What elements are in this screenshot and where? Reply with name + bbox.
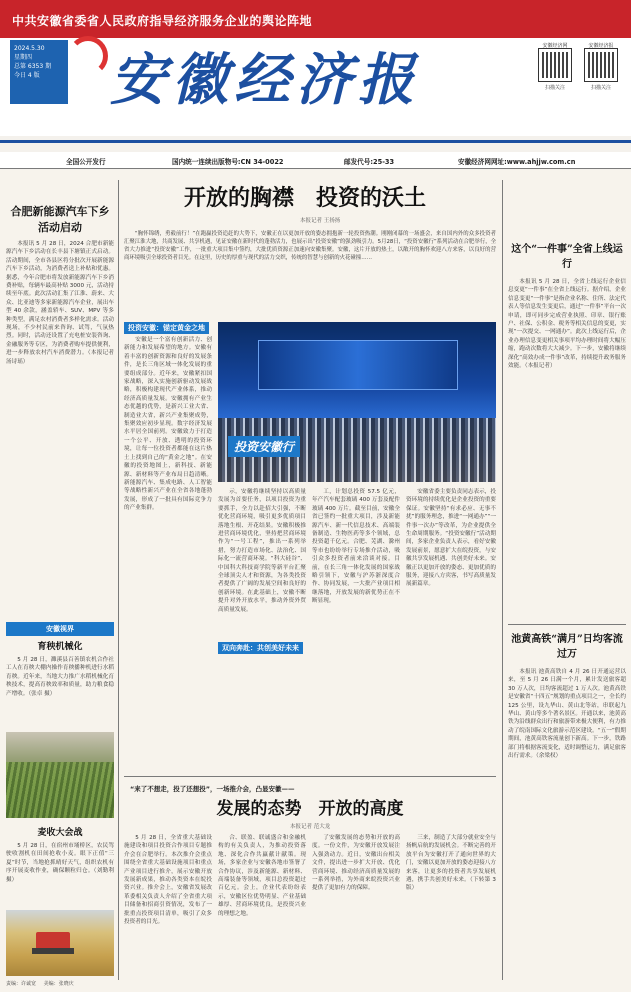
cn-number: 国内统一连续出版物号:CN 34-0022 <box>172 158 284 166</box>
right-bottom-text <box>508 668 626 984</box>
main-lede <box>124 230 496 322</box>
mech-headline: 育秧机械化 <box>37 642 83 652</box>
column-divider <box>118 180 119 980</box>
right-top-text <box>508 278 626 618</box>
harvest-photo <box>6 910 114 976</box>
editor-credit: 责编：许诚宽 <box>6 981 37 987</box>
main-col-4-text: 安徽省委主要负责同志表示，投资环境的持续优化是企业投资的重要保证。安徽坚持“有求必应、无事不扰”的服务理念，推进“一网通办”“一件事一次办”等改革，为企业提供全生命周期服务。“投资安徽行”活动期间，多家企业负责人表示，看好安徽发展前景，愿意扩大在皖投资，与安徽共享发展机遇、共创美好未来。安徽正以更加开放的姿态、更加优质的服务，迎接八方宾客，书写高质量发展新篇章。 <box>406 489 496 588</box>
main-col-1-text: 安徽是一个富有创新活力、创新能力和发展希望的地方。安徽有着丰富的创新资源和良好的发展条件，是长三角区域一体化发展的重要组成部分。近年来，安徽紧扣国家战略，深入实施创新驱动发展战略，积极构建现代产业体系，推动经济高质量发展。安徽拥有产业生态优越的优势，是新兴工业大省、制造业大省，新兴产业集聚成势，集聚效应初步显现。数字经济发展水平居全国前列。安徽致力于打造一个公平、开放、透明的投资环境，让每一位投资者都能在这片热土上找到自己的“黄金之地”。在安徽的投资地图上，新科技、新能源、新材料等产业布局日趋清晰。新能源汽车、集成电路、人工智能等战略性新兴产业在全省各地蓬勃发展，形成了一批具有国际竞争力的产业集群。 <box>124 337 212 512</box>
header-rule <box>0 140 631 143</box>
qr-code-icon[interactable] <box>584 48 618 82</box>
distribution-text: 全国公开发行 <box>66 158 106 166</box>
newspaper-title: 安徽经济报 <box>110 47 420 113</box>
left-story-text <box>6 240 114 610</box>
footer-credits <box>6 980 114 987</box>
mech-caption <box>6 656 114 726</box>
postal-code: 邮发代号:25-33 <box>344 158 395 166</box>
qr-label: 扫描关注 <box>544 85 565 91</box>
main-col-3-text: 工，计划总投资 57.5 亿元，年产汽车配套玻璃 400 万套及配件玻璃 400 万片。截至目前，安徽全省已签约一批重大项目，涉及新能源汽车、新一代信息技术、高端装备制造、生物医药等多个领域，总投资超千亿元。合肥、芜湖、滁州等市也纷纷举行专场推介活动，吸引众多投资者前来洽谈对接。目前，在长三角一体化发展的国家战略引领下，安徽与沪苏浙深度合作、协同发展，一大批产业项目相继落地，开放发展的新优势正在不断显现。 <box>312 489 400 605</box>
bottom-col-4 <box>406 834 496 984</box>
publication-info-bar <box>0 152 631 168</box>
qr-code-icon[interactable] <box>538 48 572 82</box>
seedling-photo <box>6 732 114 818</box>
issue-pages: 今日 4 版 <box>14 72 40 79</box>
wheat-caption <box>6 842 114 908</box>
main-col-1 <box>124 336 212 636</box>
mech-paragraph: 5 月 28 日，濉溪县百善镇农机合作社工人在育秧大棚内操作育秧播种机进行水稻育秧。近年来，当地大力推广水稻机械化育秧技术，提高育秧效率和质量，助力粮食稳产增收。（张卓 摄） <box>6 657 114 697</box>
bottom-col-3-text: 了安徽发展的态势和开放的高度。一份文件，为安徽开放发展注入强劲动力。近日，安徽出台相关文件，提出进一步扩大开放、优化营商环境、推动经济高质量发展的一系列举措，为外商来皖投资兴业提供了更加有力的保障。 <box>312 835 400 892</box>
subhead-text: 投资安徽：锚定黄金之地 <box>128 324 205 332</box>
divider <box>508 624 626 625</box>
left-story-paragraph: 本报讯 5 月 28 日，2024 合肥市新能源汽车下乡活动在长丰县下塘镇正式启动。活动期间，全市各县区将分批次开展新能源汽车下乡活动，为消费者送上补贴和优惠。据悉，今年合肥市将发放新能源汽车下乡消费补贴，每辆车最高补贴 3000 元，活动持续至年底。此次活动汇集了江淮、蔚来、大众、比亚迪等多家新能源汽车企业，展出车型 40 余款，涵盖轿车、SUV、MPV 等多种类型，满足农村消费者多样化需求。活动现场，不少村民前来咨询、试驾，气氛热烈。同时，活动还设置了充电桩安装咨询、金融服务等专区，为消费者购车提供便利，进一步释放农村汽车消费潜力。（本报记者 汤诗瑶） <box>6 241 114 365</box>
bottom-col-2 <box>218 834 306 984</box>
bottom-kicker: “来了不想走，投了还想投”，一场推介会，凸显安徽—— <box>130 785 295 793</box>
right-bottom-paragraph: 本报讯 池黄高铁自 4 月 26 日开通运营以来，至 5 月 26 日满一个月，累计发送旅客超 30 万人次，日均客流超过 1 万人次。池黄高铁是安徽省“十四五”规划的重点项目之一，全长约 125 公里，设九华山、黄山北等站，串联起九华山、黄山等多个著名景区。开通以来，池黄高铁为沿线群众出行和旅游带来极大便利，有力推动了皖南国际文化旅游示范区建设。“五一”假期期间，池黄高铁客流量创下新高。下一步，铁路部门将根据客流变化，适时调整运力，满足旅客出行需求。（余梁权） <box>508 669 626 760</box>
main-col-3 <box>312 488 400 768</box>
banner-slogan: 中共安徽省委省人民政府指导经济服务企业的舆论阵地 <box>12 14 313 28</box>
qr-label: 安徽经济网 <box>542 43 568 49</box>
bottom-col-1 <box>124 834 212 984</box>
subhead-investment <box>124 322 209 334</box>
column-divider <box>502 180 503 980</box>
subhead-text: 双向奔赴：共创美好未来 <box>222 644 299 652</box>
top-red-banner <box>0 0 631 38</box>
anhui-vision-tag: 安徽视界 <box>6 622 114 636</box>
bottom-col-3 <box>312 834 400 984</box>
left-headline: 合肥新能源汽车下乡活动启动 <box>10 205 110 234</box>
lede-paragraph: “胸怀锦绣，勇毅前行！”在跑赢投资追赶的大势下，安徽正在以更加开放的姿态拥抱新一轮投资热潮。刚刚闭幕的一场盛会，来自国内外的众多投资者汇聚江淮大地，共商发展、共享机遇，见证安徽在新时代的蓬勃活力，也展示出“投资安徽”的强劲吸引力。5月28日，“投资安徽行”系列活动在合肥举行，全省大力推进“投资安徽”工作，一批重大项目集中签约，大批优质资源正加速向安徽集聚。安徽，这片开放的热土，以敞开的胸怀欢迎八方来客，以良好的营商环境吸引全球投资者目光。在这里，历史的厚重与现代的活力交织，传统的智慧与创新的火花碰撞…… <box>124 231 496 261</box>
bottom-byline: 本报记者 范大龙 <box>290 824 331 830</box>
front-page <box>0 170 631 992</box>
website-url: 安徽经济网网址:www.ahjjw.com.cn <box>458 158 576 166</box>
main-byline: 本报记者 王扬扬 <box>300 218 341 224</box>
wheat-paragraph: 5 月 28 日，在宿州市埇桥区，农民驾驶收割机在田间抢收小麦。眼下正值“三夏”时节，当地抢抓晴好天气，组织农机有序开展麦收作业，确保颗粒归仓。（刘勤利 摄） <box>6 843 114 883</box>
bottom-col-2-text: 合、联盈、联诚盛合和金融机构的有关负责人，为推动投资落地、深化合作共赢献计献策。现场，多家企业与安徽各地市签署了合作协议，涉及新能源、新材料、高端装备等领域，项目总投资超过百亿元。会上，企业代表纷纷表示，安徽区位优势明显、产业基础雄厚、营商环境优良，是投资兴业的理想之地。 <box>218 835 306 917</box>
right-top-headline: 这个“一件事”全省上线运行 <box>511 244 623 270</box>
main-headline: 开放的胸襟 投资的沃土 <box>183 185 426 211</box>
subhead-mutual <box>218 642 303 654</box>
bottom-col-1-text: 5 月 28 日，全省重大基础设施建设和项目投资合作项目专题推介会在合肥举行。本次推介会重点围绕全省重大基础设施项目和重点产业项目进行推介，展示安徽开放发展新成果，推动各类资本在皖投资兴业。推介会上，安徽省发展改革委相关负责人介绍了全省重大项目储备和招商引资情况，发布了一批重点投资项目清单，吸引了众多投资者的目光。 <box>124 835 212 926</box>
qr-label: 安徽经济报 <box>588 43 614 49</box>
bottom-headline: 发展的态势 开放的高度 <box>216 799 404 819</box>
issue-weekday: 星期四 <box>14 54 33 61</box>
main-col-2-text: 示，安徽将继续坚持以高质量发展为首要任务，以项目投资为重要抓手，全力以赴招大引强，不断优化营商环境，吸引更多优质项目落地生根、开花结果。安徽积极推进营商环境优化，坚持把营商环境作为“一号工程”，推出一系列举措，努力打造市场化、法治化、国际化一流营商环境。“科大硅谷”、中国科大科技商学院等新平台汇聚全球顶尖人才和资源，为各类投资者提供了广阔的发展空间和良好的创新环境。在此基础上，安徽不断提升对外开放水平，推动外资外贸高质量发展。 <box>218 489 306 613</box>
right-bottom-headline: 池黄高铁“满月”日均客流过万 <box>511 634 623 660</box>
main-col-4 <box>406 488 496 768</box>
masthead-area <box>0 0 631 136</box>
photo-caption-overlay: 投资安徽行 <box>228 436 300 457</box>
wheat-headline: 麦收大会战 <box>37 828 83 838</box>
issue-date: 2024.5.30 <box>14 45 45 52</box>
swoosh-logo-icon <box>68 36 108 76</box>
divider <box>0 168 631 169</box>
main-col-2 <box>218 488 306 638</box>
issue-number: 总第 6353 期 <box>14 63 52 70</box>
divider <box>124 776 496 777</box>
right-top-paragraph: 本报讯 5 月 28 日，全省上线运行企业信息变更“一件事”在全省上线运行。据介绍，企业信息变更“一件事”是指企业名称、住所、法定代表人等信息发生变更后，通过“一件事”平台一次申请，即可同步完成营业执照、印章、银行账户、社保、公积金、税务等相关信息的变更，实现“一次提交、一网通办”。此次上线运行后，企业办理信息变更相关事项平均办理时间将大幅压缩，跑动次数将大大减少。下一步，安徽将继续深化“高效办成一件事”改革，持续提升政务服务效能。（本报记者） <box>508 279 626 370</box>
qr-label: 扫描关注 <box>590 85 611 91</box>
conference-photo <box>218 322 496 482</box>
bottom-col-4-text: 三来，制造了大部分就业安全与扬帆启航的发展机会。不断完善的开放平台为安徽打开了通向世界的大门，安徽以更加开放的姿态迎接八方来客，让更多的投资者共享发展机遇，携手共创美好未来。（下转第 3 版） <box>406 835 496 892</box>
date-box <box>10 40 68 104</box>
designer-credit: 美编：张晓庆 <box>43 981 74 987</box>
